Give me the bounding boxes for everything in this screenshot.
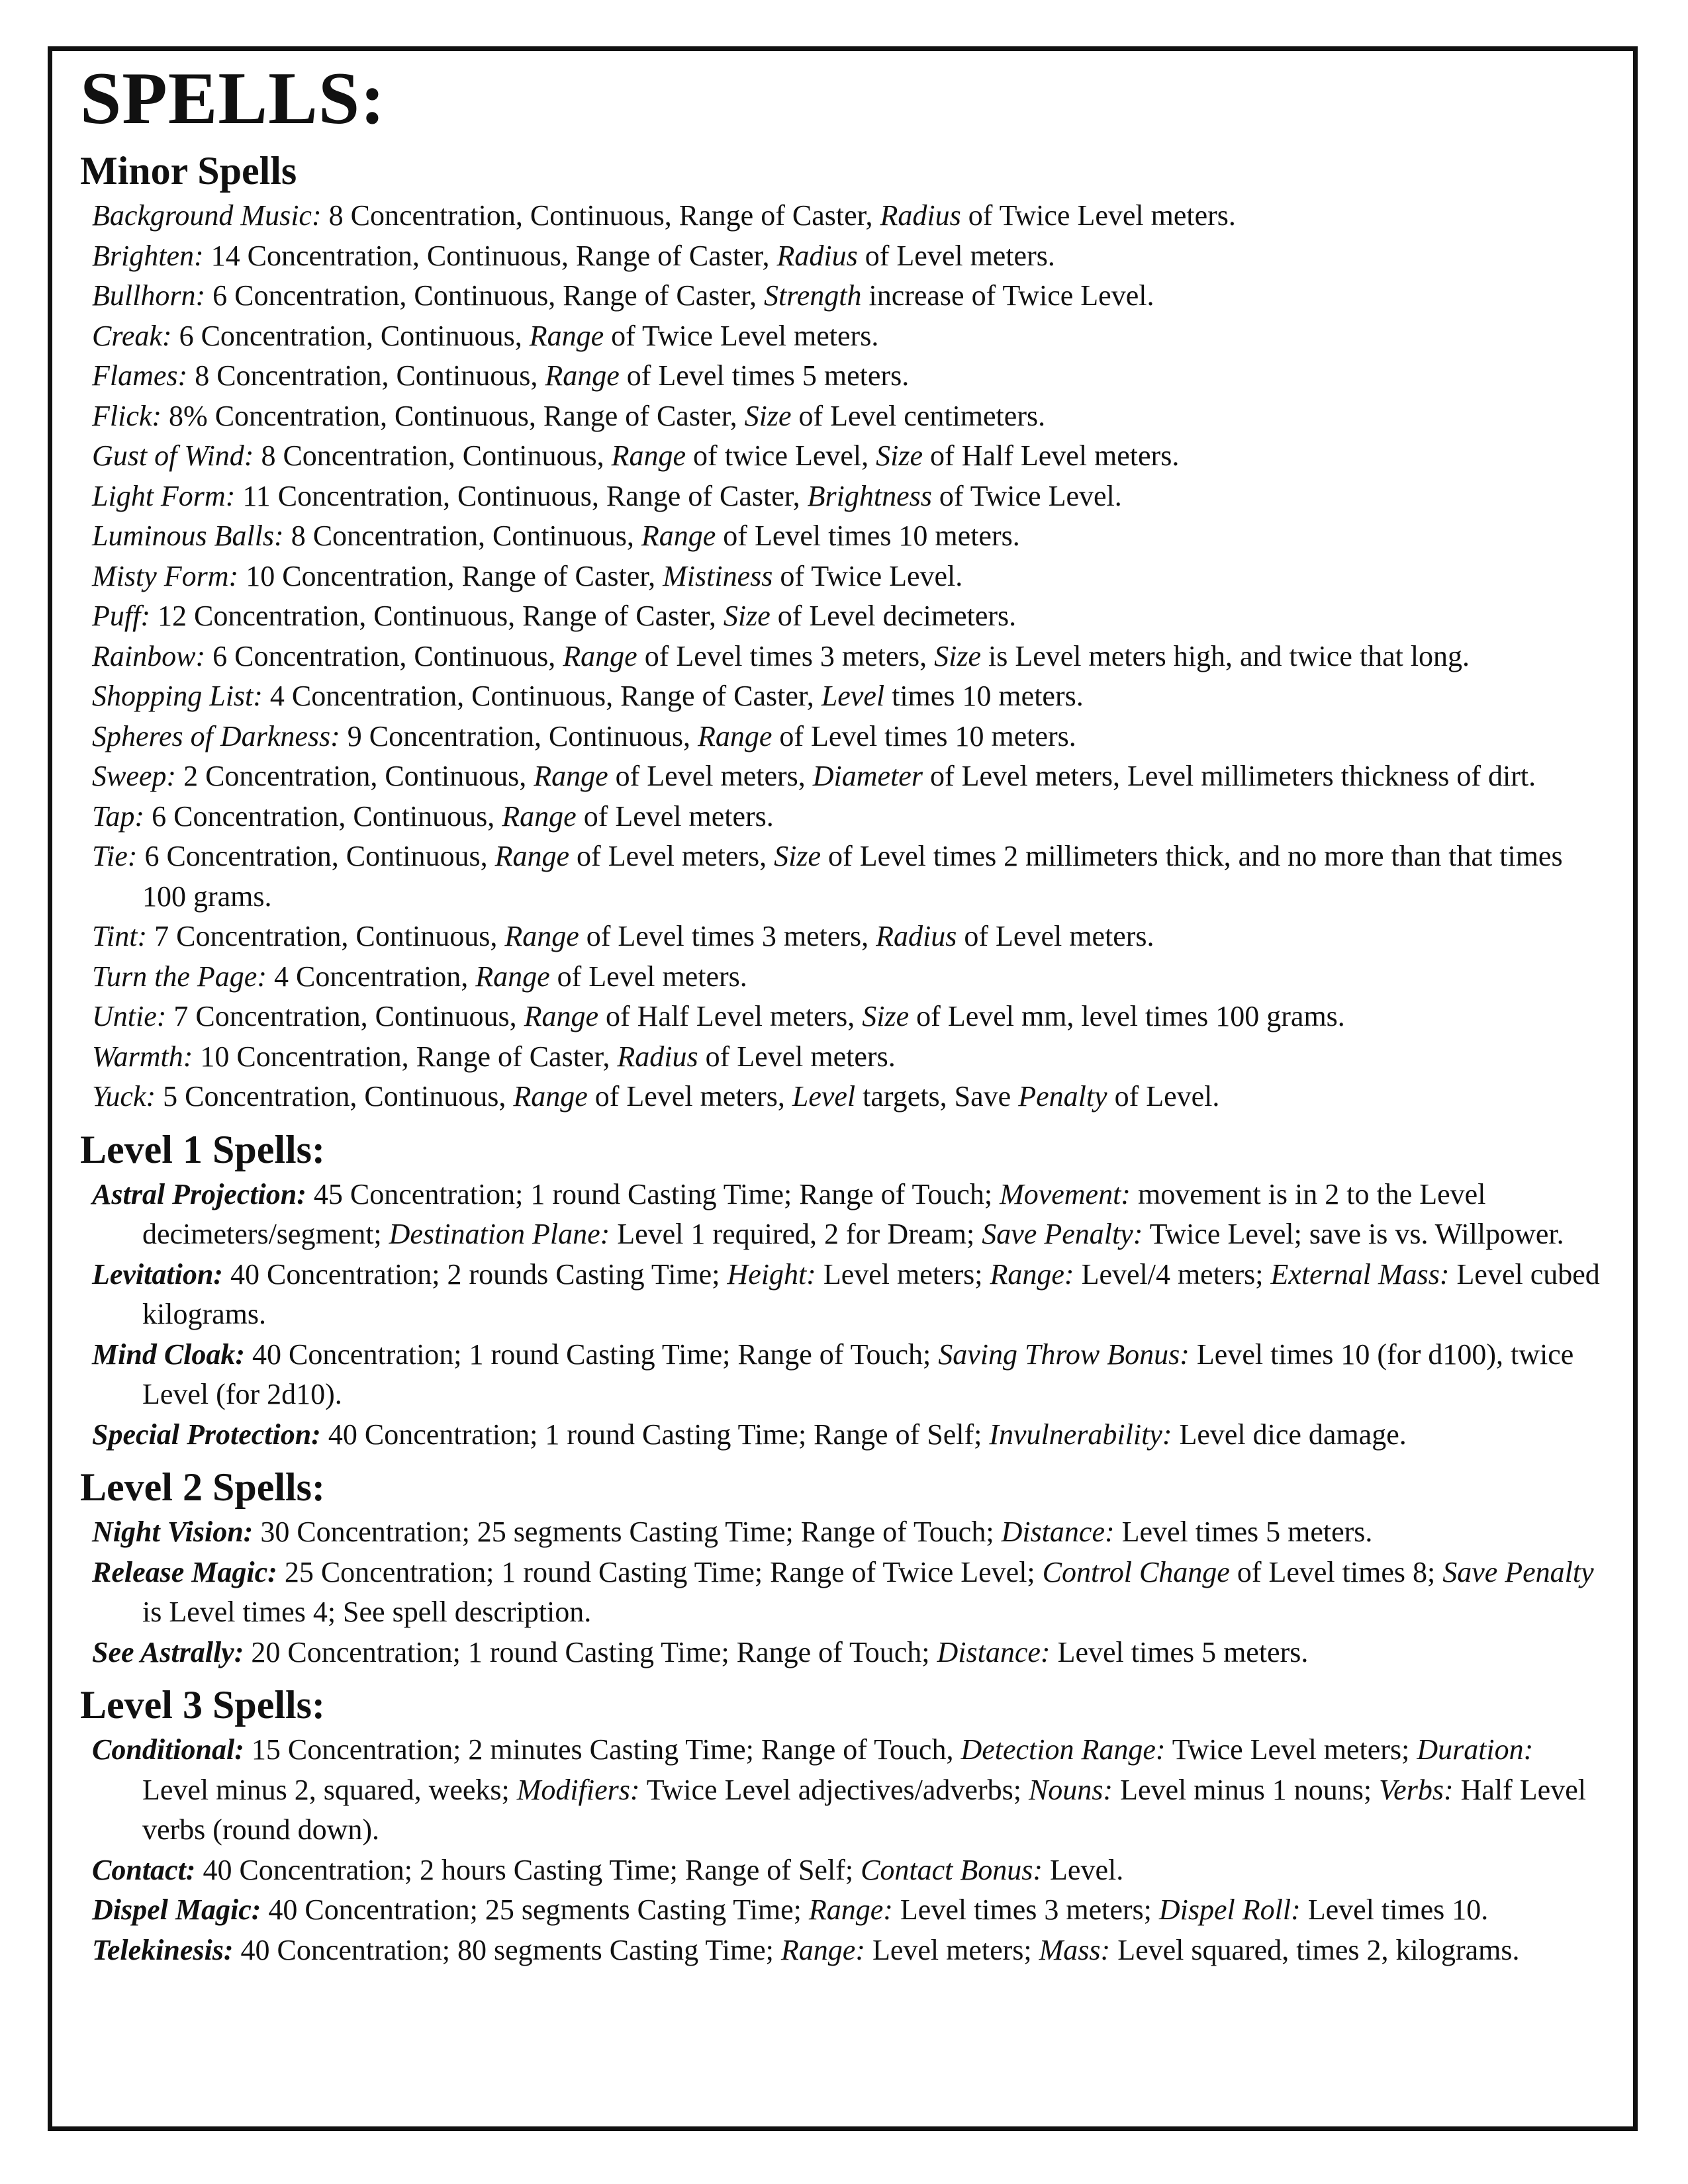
spell-term: Height:	[727, 1257, 816, 1291]
spell-entry	[92, 1890, 1605, 1931]
spell-term: Range	[545, 359, 620, 392]
spell-text: Level times 3 meters;	[892, 1893, 1159, 1926]
spell-text: 10 Concentration, Range of Caster,	[238, 559, 663, 592]
spell-term: Modifiers:	[516, 1773, 640, 1806]
spell-text: 8 Concentration, Continuous, Range of Caster,	[321, 199, 880, 232]
spell-term: Range	[494, 840, 570, 872]
spell-term: Range	[641, 520, 716, 552]
spell-name: Dispel Magic:	[92, 1893, 261, 1926]
spell-entry	[92, 756, 1605, 797]
spell-name: Spheres of Darkness:	[92, 719, 340, 752]
spell-name: Telekinesis:	[92, 1933, 234, 1966]
spell-name: See Astrally:	[92, 1635, 244, 1668]
spell-entry	[92, 596, 1605, 637]
spell-text: times 10 meters.	[884, 680, 1084, 712]
spell-text: Level cubed kilograms.	[142, 1257, 1600, 1330]
spell-text: 8% Concentration, Continuous, Range of Caster,	[162, 399, 745, 432]
spell-entry	[92, 1633, 1605, 1673]
spell-text: 7 Concentration, Continuous,	[166, 1000, 524, 1032]
spell-term: Size	[723, 600, 771, 632]
spell-entry	[92, 797, 1605, 837]
spell-text: of Level times 10 meters.	[716, 520, 1020, 552]
spell-entry	[92, 316, 1605, 357]
spell-text: of Level meters,	[608, 760, 813, 792]
spell-text: 45 Concentration; 1 round Casting Time; Range of Touch;	[306, 1177, 1000, 1210]
spell-text: Level squared, times 2, kilograms.	[1110, 1933, 1520, 1966]
spell-text: of Level times 2 millimeters thick, and no more than that times 100 grams.	[142, 840, 1563, 913]
spell-entry	[92, 1730, 1605, 1850]
spell-term: Range	[529, 319, 604, 352]
spell-entry	[92, 1037, 1605, 1077]
spell-text: of Level meters.	[857, 239, 1055, 272]
spell-entry	[92, 516, 1605, 557]
spell-term: Size	[934, 639, 982, 672]
spell-term: Radius	[876, 920, 957, 952]
spell-text: 8 Concentration, Continuous,	[283, 520, 641, 552]
spell-name: Untie:	[92, 1000, 167, 1032]
spell-name: Tie:	[92, 840, 138, 872]
spell-text: 40 Concentration; 1 round Casting Time; Range of Self;	[320, 1418, 990, 1451]
spell-term: Range	[475, 960, 550, 993]
spell-list	[92, 1175, 1605, 1455]
spell-name: Levitation:	[92, 1257, 223, 1291]
spell-text: of Level centimeters.	[791, 399, 1046, 432]
spell-text: is Level meters high, and twice that long.	[981, 639, 1470, 672]
spell-term: Diameter	[812, 760, 923, 792]
spell-entry	[92, 1553, 1605, 1633]
spell-name: Turn the Page:	[92, 960, 267, 993]
spell-text: Twice Level adjectives/adverbs;	[639, 1773, 1029, 1806]
page-title: SPELLS:	[80, 58, 386, 140]
spell-text: 11 Concentration, Continuous, Range of Caster,	[235, 479, 808, 512]
spell-text: of twice Level,	[686, 439, 876, 472]
spell-text: Half Level verbs (round down).	[142, 1773, 1586, 1846]
spell-text: 20 Concentration; 1 round Casting Time; Range of Touch;	[244, 1635, 937, 1668]
spell-term: Mistiness	[663, 559, 773, 592]
spell-term: Level	[821, 680, 885, 712]
spell-text: is Level times 4; See spell description.	[142, 1596, 592, 1628]
spell-name: Warmth:	[92, 1040, 193, 1073]
spell-name: Bullhorn:	[92, 279, 206, 312]
spell-section	[80, 1684, 1605, 1970]
spell-term: Saving Throw Bonus:	[938, 1338, 1190, 1371]
spell-term: Dispel Roll:	[1158, 1893, 1301, 1926]
spell-text: of Level meters, Level millimeters thickness of dirt.	[922, 760, 1536, 792]
spell-text: Level.	[1043, 1853, 1124, 1886]
spell-term: Range	[502, 799, 577, 833]
spell-text: Level minus 1 nouns;	[1113, 1773, 1380, 1806]
spell-text: 6 Concentration, Continuous,	[144, 799, 502, 833]
spell-term: Radius	[617, 1040, 698, 1073]
spell-term: Contact Bonus:	[861, 1853, 1043, 1886]
spell-text: Level meters;	[816, 1257, 990, 1291]
section-heading: Level 2 Spells:	[80, 1465, 325, 1509]
spell-text: Twice Level; save is vs. Willpower.	[1143, 1218, 1564, 1250]
spell-text: 4 Concentration,	[266, 960, 476, 993]
spell-name: Flick:	[92, 399, 162, 432]
spell-text: 6 Concentration, Continuous,	[171, 319, 530, 352]
spell-text: 40 Concentration; 2 rounds Casting Time;	[222, 1257, 727, 1291]
spell-entry	[92, 837, 1605, 917]
spell-term: Nouns:	[1028, 1773, 1113, 1806]
spell-list	[92, 1730, 1605, 1970]
spell-text: of Level times 10 meters.	[772, 719, 1076, 752]
spell-text: 2 Concentration, Continuous,	[176, 760, 534, 792]
spell-text: of Level meters.	[576, 799, 774, 833]
spell-name: Creak:	[92, 319, 172, 352]
spell-name: Night Vision:	[92, 1516, 254, 1548]
spell-entry	[92, 1077, 1605, 1117]
spell-name: Mind Cloak:	[92, 1338, 246, 1371]
spell-term: Mass:	[1039, 1933, 1111, 1966]
spell-text: 10 Concentration, Range of Caster,	[193, 1040, 618, 1073]
spell-section	[80, 1467, 1605, 1672]
spell-term: Range:	[990, 1257, 1074, 1291]
spell-name: Luminous Balls:	[92, 520, 284, 552]
spell-term: Size	[876, 439, 923, 472]
spell-term: Verbs:	[1379, 1773, 1454, 1806]
spell-name: Rainbow:	[92, 639, 206, 672]
spell-name: Astral Projection:	[92, 1177, 306, 1210]
spell-name: Shopping List:	[92, 680, 263, 712]
spell-term: Range	[611, 439, 686, 472]
spell-text: of Level times 8;	[1229, 1555, 1443, 1588]
spell-name: Background Music:	[92, 199, 322, 232]
spell-text: 6 Concentration, Continuous,	[137, 840, 495, 872]
spell-text: 40 Concentration; 25 segments Casting Time;	[261, 1893, 809, 1926]
spell-entry	[92, 396, 1605, 437]
spell-term: Control Change	[1042, 1555, 1230, 1588]
spell-name: Contact:	[92, 1853, 196, 1886]
spell-text: Twice Level meters;	[1165, 1733, 1417, 1766]
spell-name: Tap:	[92, 799, 145, 833]
section-heading: Level 3 Spells:	[80, 1683, 325, 1727]
spell-text: 30 Concentration; 25 segments Casting Time; Range of Touch;	[253, 1516, 1002, 1548]
spell-name: Flames:	[92, 359, 188, 392]
spell-term: Detection Range:	[961, 1733, 1166, 1766]
spell-term: Range	[513, 1080, 588, 1113]
spell-list	[92, 1512, 1605, 1672]
spell-text: of Half Level meters,	[598, 1000, 863, 1032]
spell-term: External Mass:	[1270, 1257, 1450, 1291]
spell-name: Conditional:	[92, 1733, 244, 1766]
spell-text: of Level times 3 meters,	[579, 920, 876, 952]
spell-name: Misty Form:	[92, 559, 239, 592]
spell-name: Brighten:	[92, 239, 204, 272]
spell-text: of Level meters,	[569, 840, 774, 872]
spell-text: 6 Concentration, Continuous,	[205, 639, 563, 672]
spell-text: of Level meters,	[587, 1080, 792, 1113]
spell-entry	[92, 477, 1605, 517]
spell-name: Yuck:	[92, 1080, 156, 1113]
spell-text: 14 Concentration, Continuous, Range of Caster,	[203, 239, 777, 272]
spell-entry	[92, 276, 1605, 316]
spell-text: 8 Concentration, Continuous,	[187, 359, 545, 392]
spell-entry	[92, 1175, 1605, 1255]
spell-text: of Level.	[1107, 1080, 1220, 1113]
spell-term: Brightness	[807, 479, 932, 512]
spell-term: Range	[563, 639, 637, 672]
spell-name: Tint:	[92, 920, 148, 952]
spell-text: Level times 5 meters.	[1050, 1635, 1309, 1668]
page-border	[48, 46, 1638, 2131]
spell-text: 25 Concentration; 1 round Casting Time; Range of Twice Level;	[277, 1555, 1043, 1588]
spell-text: 7 Concentration, Continuous,	[147, 920, 505, 952]
spell-text: 40 Concentration; 2 hours Casting Time; Range of Self;	[195, 1853, 861, 1886]
spell-text: increase of Twice Level.	[861, 279, 1154, 312]
spell-text: of Twice Level meters.	[961, 199, 1236, 232]
spell-text: of Level meters.	[549, 960, 747, 993]
spell-text: of Twice Level meters.	[604, 319, 879, 352]
spell-entry	[92, 436, 1605, 477]
section-heading: Minor Spells	[80, 149, 297, 193]
spell-term: Size	[744, 399, 792, 432]
spell-entry	[92, 196, 1605, 236]
spell-text: of Twice Level.	[773, 559, 963, 592]
spell-text: Level times 5 meters.	[1114, 1516, 1373, 1548]
spell-term: Movement:	[1000, 1177, 1131, 1210]
spell-name: Sweep:	[92, 760, 177, 792]
spell-section	[80, 1129, 1605, 1455]
spell-entry	[92, 997, 1605, 1037]
spell-text: 6 Concentration, Continuous, Range of Caster,	[205, 279, 764, 312]
spell-entry	[92, 1931, 1605, 1971]
spell-term: Range:	[808, 1893, 893, 1926]
spell-text: 15 Concentration; 2 minutes Casting Time; Range of Touch,	[244, 1733, 961, 1766]
spell-entry	[92, 1512, 1605, 1553]
spell-name: Gust of Wind:	[92, 439, 254, 472]
spell-term: Range	[524, 1000, 598, 1032]
spell-text: Level times 10 (for d100), twice Level (for 2d10).	[142, 1338, 1574, 1410]
spell-term: Range:	[780, 1933, 865, 1966]
spell-text: Level/4 meters;	[1074, 1257, 1271, 1291]
spell-text: 12 Concentration, Continuous, Range of Caster,	[150, 600, 724, 632]
spell-term: Radius	[880, 199, 961, 232]
spell-entry	[92, 236, 1605, 277]
spell-text: Level times 10.	[1300, 1893, 1489, 1926]
spell-entry	[92, 957, 1605, 997]
spell-name: Special Protection:	[92, 1418, 321, 1451]
spell-entry	[92, 717, 1605, 757]
spell-term: Distance:	[1001, 1516, 1115, 1548]
spell-term: Range	[504, 920, 579, 952]
spell-term: Strength	[764, 279, 862, 312]
spell-text: of Level decimeters.	[770, 600, 1017, 632]
spell-text: of Level meters.	[957, 920, 1154, 952]
spell-text: movement is in 2 to the Level decimeters/segment;	[142, 1177, 1486, 1250]
spell-term: Radius	[776, 239, 858, 272]
spell-term: Duration:	[1417, 1733, 1534, 1766]
spell-text: 40 Concentration; 80 segments Casting Time;	[233, 1933, 781, 1966]
spell-text: targets, Save	[855, 1080, 1019, 1113]
spell-entry	[92, 676, 1605, 717]
spell-text: of Level times 3 meters,	[637, 639, 935, 672]
spell-text: 9 Concentration, Continuous,	[340, 719, 698, 752]
spell-text: 4 Concentration, Continuous, Range of Caster,	[262, 680, 821, 712]
spell-text: of Level mm, level times 100 grams.	[909, 1000, 1345, 1032]
spell-list	[92, 196, 1605, 1117]
spell-text: Level dice damage.	[1172, 1418, 1407, 1451]
spell-entry	[92, 356, 1605, 396]
spell-term: Destination Plane:	[389, 1218, 610, 1250]
spell-entry	[92, 917, 1605, 957]
spell-term: Distance:	[937, 1635, 1051, 1668]
spell-text: of Half Level meters.	[923, 439, 1180, 472]
spell-entry	[92, 1255, 1605, 1335]
spell-term: Invulnerability:	[989, 1418, 1172, 1451]
spell-term: Level	[792, 1080, 856, 1113]
section-heading: Level 1 Spells:	[80, 1127, 325, 1171]
spell-text: of Level meters.	[698, 1040, 896, 1073]
spell-term: Range	[697, 719, 773, 752]
spell-text: 5 Concentration, Continuous,	[156, 1080, 514, 1113]
spell-text: of Twice Level.	[931, 479, 1122, 512]
spell-text: 8 Concentration, Continuous,	[254, 439, 612, 472]
spell-entry	[92, 557, 1605, 597]
spell-name: Release Magic:	[92, 1555, 277, 1588]
spell-term: Size	[774, 840, 821, 872]
spell-sections	[80, 150, 1605, 1970]
spell-term: Size	[862, 1000, 910, 1032]
spell-section	[80, 150, 1605, 1117]
spell-text: Level 1 required, 2 for Dream;	[610, 1218, 982, 1250]
spell-term: Save Penalty	[1442, 1555, 1594, 1588]
spell-entry	[92, 637, 1605, 677]
spell-name: Puff:	[92, 600, 150, 632]
spell-term: Save Penalty:	[982, 1218, 1143, 1250]
spell-text: 40 Concentration; 1 round Casting Time; Range of Touch;	[245, 1338, 939, 1371]
spell-term: Penalty	[1018, 1080, 1107, 1113]
spell-text: Level minus 2, squared, weeks;	[142, 1773, 517, 1806]
spell-entry	[92, 1850, 1605, 1891]
spell-entry	[92, 1335, 1605, 1415]
spell-term: Range	[534, 760, 608, 792]
spell-name: Light Form:	[92, 479, 236, 512]
spell-entry	[92, 1415, 1605, 1455]
spell-text: of Level times 5 meters.	[619, 359, 910, 392]
spell-text: Level meters;	[865, 1933, 1039, 1966]
